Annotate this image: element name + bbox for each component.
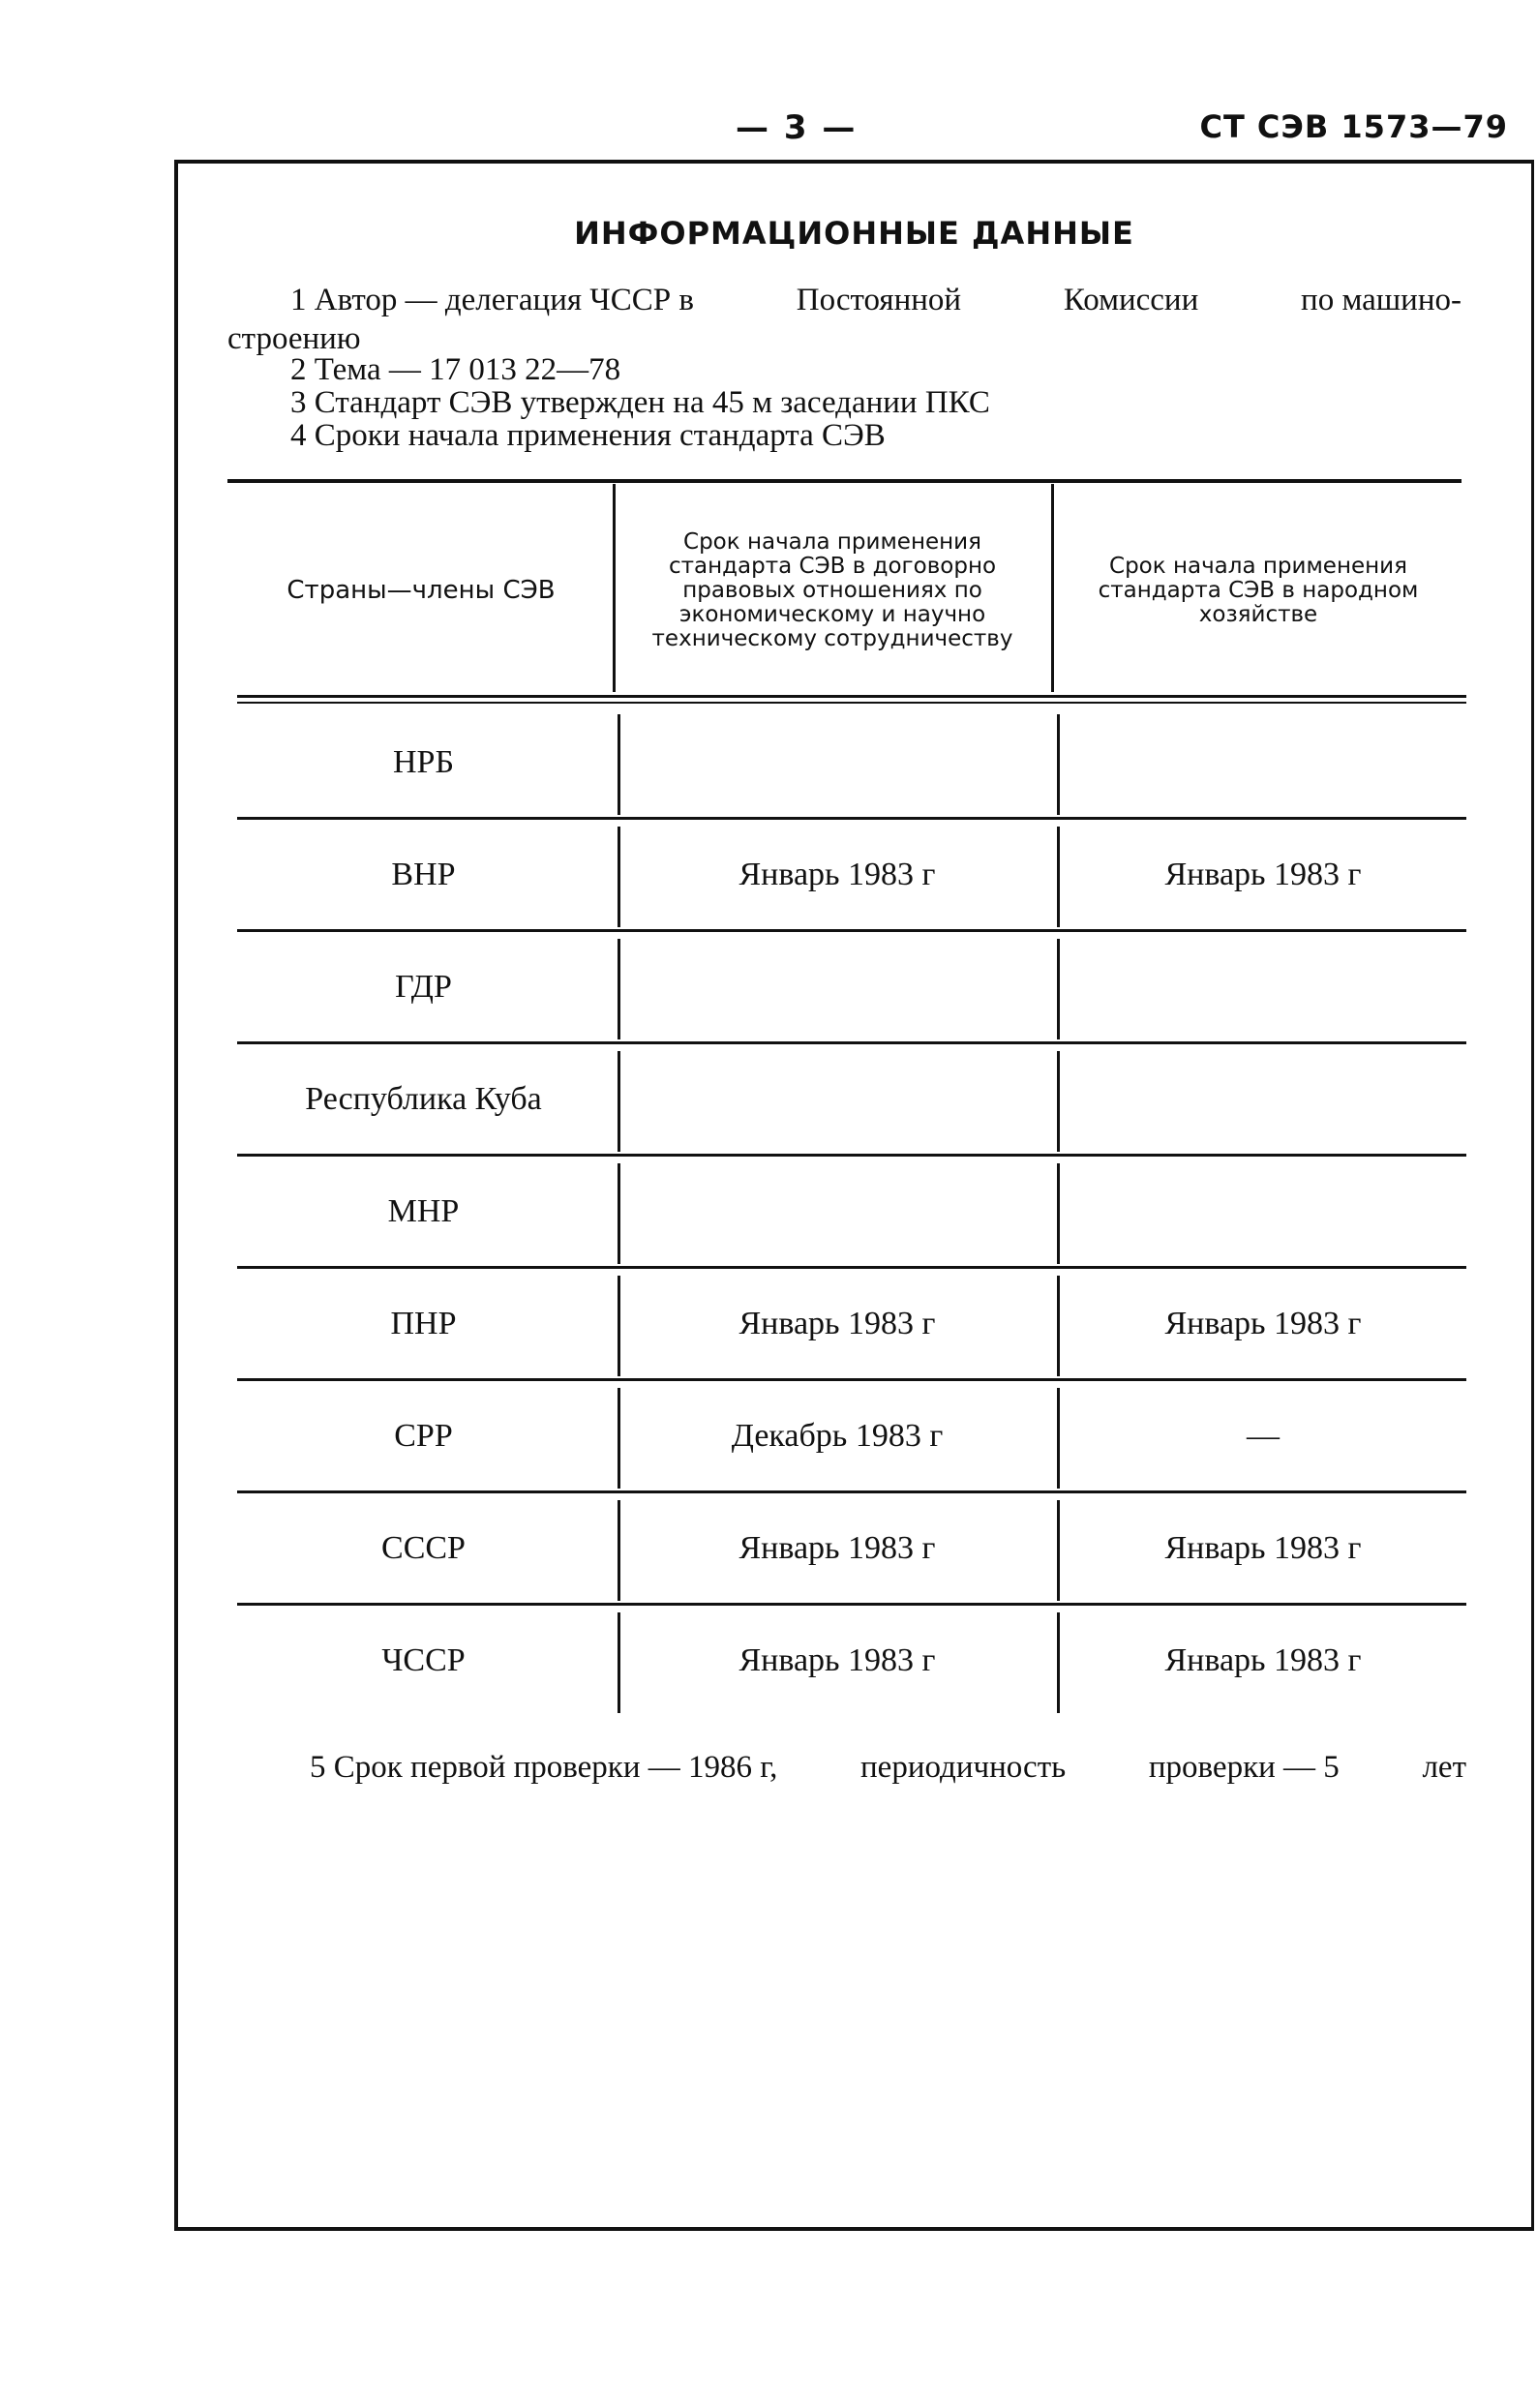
table-column-divider — [618, 1612, 620, 1713]
review-term-part: проверки — 5 — [1148, 1750, 1340, 1785]
table-column-divider — [1057, 1163, 1060, 1264]
table-column-divider — [1057, 714, 1060, 815]
cell-contract-term: Январь 1983 г — [738, 1306, 936, 1341]
info-line-author — [290, 283, 1462, 317]
table-column-divider — [1057, 939, 1060, 1039]
cell-economy-term: — — [1247, 1418, 1280, 1454]
info-line-terms: 4 Сроки начала применения стандарта СЭВ — [290, 418, 886, 453]
table-header-economy-term: Срок начала применения стандарта СЭВ в народном хозяйстве — [1098, 553, 1419, 627]
table-column-divider — [1051, 484, 1054, 692]
table-row — [232, 1607, 1466, 1715]
table-row — [232, 821, 1466, 929]
table-row — [232, 1270, 1466, 1378]
cell-economy-term: Январь 1983 г — [1164, 1642, 1362, 1678]
cell-country: ВНР — [391, 857, 456, 892]
review-term-part: периодичность — [860, 1750, 1067, 1785]
table-header-contract-term: Срок начала применения стандарта СЭВ в договорно правовых отношениях по экономическому и научно техническому сотрудничеству — [651, 528, 1013, 651]
info-line-author-part: по машино- — [1301, 283, 1462, 317]
section-title: ИНФОРМАЦИОННЫЕ ДАННЫЕ — [574, 215, 1134, 252]
table-row-rule — [237, 1490, 1466, 1493]
table-column-divider — [1057, 1500, 1060, 1601]
cell-country: СРР — [394, 1418, 453, 1454]
table-row-rule — [237, 1266, 1466, 1269]
table-column-divider — [1057, 1051, 1060, 1152]
info-line-author-part: Комиссии — [1063, 283, 1199, 317]
table-row-rule — [237, 929, 1466, 932]
info-line-author-part: 1 Автор — делегация ЧССР в — [290, 283, 694, 317]
cell-country: ЧССР — [381, 1642, 466, 1678]
table-column-divider — [618, 1163, 620, 1264]
table-column-divider — [1057, 1276, 1060, 1376]
cell-economy-term: Январь 1983 г — [1164, 1530, 1362, 1566]
page-number: — 3 — — [736, 108, 858, 147]
table-row — [232, 1158, 1466, 1266]
table-row — [232, 1494, 1466, 1603]
cell-economy-term: Январь 1983 г — [1164, 1306, 1362, 1341]
table-header-countries: Страны—члены СЭВ — [286, 575, 556, 605]
cell-contract-term — [619, 933, 1055, 1041]
cell-contract-term: Декабрь 1983 г — [731, 1418, 944, 1454]
table-column-divider — [618, 1500, 620, 1601]
cell-economy-term: Январь 1983 г — [1164, 857, 1362, 892]
table-column-divider — [618, 1051, 620, 1152]
cell-country: ГДР — [395, 969, 452, 1005]
table-column-divider — [613, 484, 616, 692]
table-column-divider — [1057, 1612, 1060, 1713]
table-top-rule — [227, 479, 1462, 483]
cell-contract-term: Январь 1983 г — [738, 857, 936, 892]
cell-country: МНР — [387, 1193, 460, 1229]
review-term-part: лет — [1422, 1750, 1466, 1785]
table-row — [232, 933, 1466, 1041]
info-line-theme: 2 Тема — 17 013 22—78 — [290, 352, 621, 387]
table-column-divider — [618, 714, 620, 815]
standard-code: СТ СЭВ 1573—79 — [1199, 108, 1508, 145]
table-column-divider — [618, 827, 620, 927]
table-row-rule — [237, 817, 1466, 820]
cell-economy-term — [1060, 933, 1466, 1041]
cell-contract-term — [619, 1158, 1055, 1266]
cell-country: ПНР — [390, 1306, 457, 1341]
info-line-approved: 3 Стандарт СЭВ утвержден на 45 м заседании ПКС — [290, 385, 990, 420]
cell-contract-term: Январь 1983 г — [738, 1530, 936, 1566]
cell-economy-term — [1060, 1045, 1466, 1154]
cell-contract-term — [619, 1045, 1055, 1154]
info-line-author-continued: строению — [227, 321, 361, 356]
cell-country: СССР — [381, 1530, 466, 1566]
review-term-note — [310, 1750, 1466, 1786]
table-row-rule — [237, 1154, 1466, 1157]
table-row-rule — [237, 1041, 1466, 1044]
table-header-rule-double — [237, 702, 1466, 704]
table-header-rule — [237, 695, 1466, 698]
review-term-part: 5 Срок первой проверки — 1986 г, — [310, 1750, 778, 1785]
cell-contract-term — [619, 708, 1055, 817]
cell-economy-term — [1060, 1158, 1466, 1266]
table-row-rule — [237, 1603, 1466, 1606]
table-column-divider — [618, 1276, 620, 1376]
table-column-divider — [1057, 1388, 1060, 1489]
table-row — [232, 1382, 1466, 1490]
table-column-divider — [618, 1388, 620, 1489]
table-row-rule — [237, 1378, 1466, 1381]
table-row — [232, 708, 1466, 817]
table-column-divider — [618, 939, 620, 1039]
info-line-author-part: Постоянной — [796, 283, 962, 317]
cell-country: Республика Куба — [305, 1081, 542, 1117]
table-column-divider — [1057, 827, 1060, 927]
cell-country: НРБ — [393, 744, 454, 780]
table-row — [232, 1045, 1466, 1154]
cell-economy-term — [1060, 708, 1466, 817]
cell-contract-term: Январь 1983 г — [738, 1642, 936, 1678]
